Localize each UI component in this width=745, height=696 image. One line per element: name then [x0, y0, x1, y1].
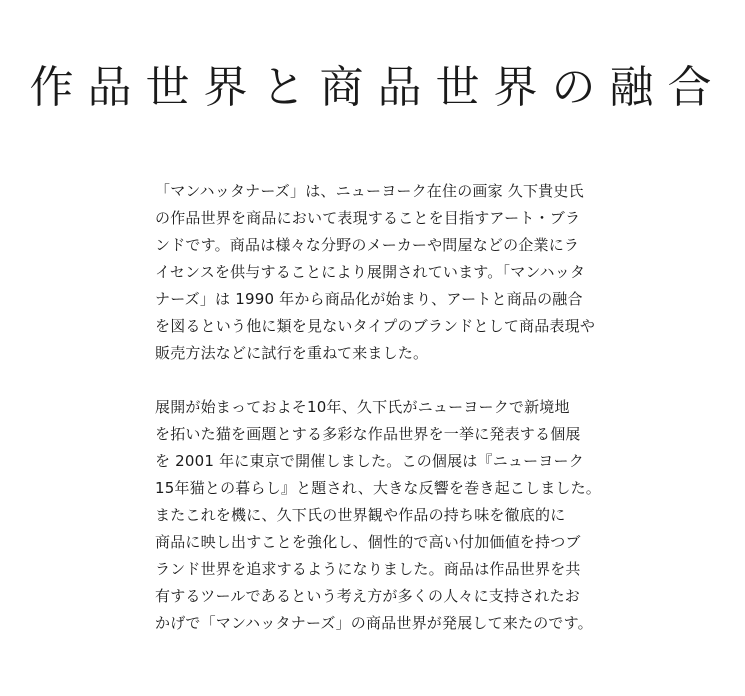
- text-line: 商品に映し出すことを強化し、個性的で高い付加価値を持つブ: [155, 533, 581, 551]
- text-line: ンドです。商品は様々な分野のメーカーや問屋などの企業にラ: [155, 236, 580, 254]
- text-line: 「マンハッタナーズ」は、ニューヨーク在住の画家 久下貴史氏: [155, 182, 584, 200]
- text-line: かげで「マンハッタナーズ」の商品世界が発展して来たのです。: [155, 614, 593, 632]
- text-line: を図るという他に類を見ないタイプのブランドとして商品表現や: [155, 317, 596, 335]
- text-line: ナーズ」は 1990 年から商品化が始まり、アートと商品の融合: [155, 290, 583, 308]
- text-line: を 2001 年に東京で開催しました。この個展は『ニューヨーク: [155, 452, 584, 470]
- page-title: 作品世界と商品世界の融合: [29, 62, 726, 113]
- paragraph-1: [155, 178, 595, 367]
- text-line: 15年猫との暮らし』と題され、大きな反響を巻き起こしました。: [155, 479, 601, 497]
- text-line: イセンスを供与することにより展開されています。「マンハッタ: [155, 263, 586, 281]
- text-line: を拓いた猫を画題とする多彩な作品世界を一挙に発表する個展: [155, 425, 581, 443]
- paragraph-2: [155, 394, 601, 637]
- text-line: 展開が始まっておよそ10年、久下氏がニューヨークで新境地: [155, 398, 570, 416]
- text-line: 有するツールであるという考え方が多くの人々に支持されたお: [155, 587, 581, 605]
- text-line: の作品世界を商品において表現することを目指すアート・ブラ: [155, 209, 581, 227]
- article-body: [155, 178, 601, 637]
- text-line: またこれを機に、久下氏の世界観や作品の持ち味を徹底的に: [155, 506, 566, 524]
- text-line: 販売方法などに試行を重ねて来ました。: [155, 344, 429, 362]
- text-line: ランド世界を追求するようになりました。商品は作品世界を共: [155, 560, 581, 578]
